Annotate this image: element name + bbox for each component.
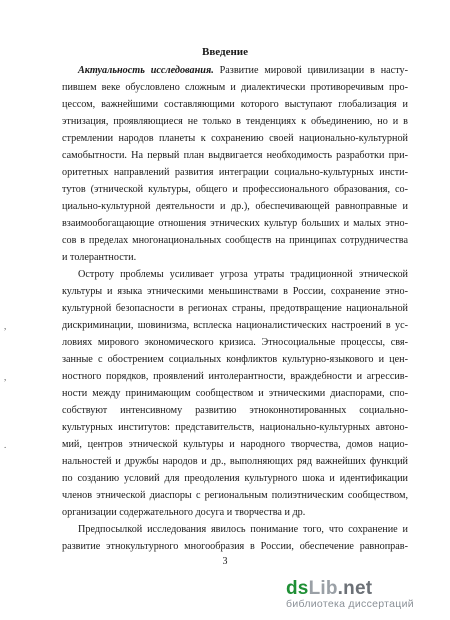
logo-ds: ds xyxy=(286,578,309,599)
margin-mark: , xyxy=(4,372,7,382)
paragraph2-line-3: культурной безопасности в регионах страны, предотвращение национальной xyxy=(62,303,408,314)
paragraph1-line-7: оритетных направлений развития интеграции социально-культурных инсти- xyxy=(62,167,408,178)
paragraph2-line-14: членов этнической диаспоры с региональным полиэтническим сообществом, xyxy=(62,490,408,501)
paragraph2-line-7: ностного порядков, проявлений интолерантности, враждебности и агрессив- xyxy=(62,371,408,382)
margin-mark: , xyxy=(4,321,7,331)
paragraph2-line-13: по созданию условий для преодоления культурного шока и идентификации xyxy=(62,473,408,484)
paragraph3-line-1: Предпосылкой исследования явилось понимание того, что сохранение и xyxy=(78,524,408,535)
paragraph2-line-12: нальностей и дружбы народов и др., выполняющих ряд важнейших функций xyxy=(62,456,408,467)
paragraph1-line-11: сов в пределах многонациональных сообществ на принципах сотрудничества xyxy=(62,235,408,246)
paragraph2-line-8: ности между принимающим сообществом и этническими диаспорами, спо- xyxy=(62,388,408,399)
paragraph3-line-2: развитие этнокультурного многообразия в России, обеспечение равноправ- xyxy=(62,541,408,552)
page-title: Введение xyxy=(201,46,249,58)
paragraph1-line-6: самобытности. На первый план выдвигается необходимость разработки при- xyxy=(62,150,408,161)
dslib-watermark xyxy=(286,578,436,610)
paragraph2-line-11: мий, центров этнической культуры и народного творчества, домов нацио- xyxy=(62,439,408,450)
dslib-logo xyxy=(286,578,436,600)
paragraph1-line-2: пившем веке обусловлено сложным и диалектически противоречивым про- xyxy=(62,82,408,93)
paragraph1-line-10: взаимообогащающие отношения этнических культур больших и малых этно- xyxy=(62,218,408,229)
paragraph2-line-5: ловиях мирового экономического кризиса. Этносоциальные процессы, свя- xyxy=(62,337,408,348)
paragraph2-line-2: культуры и языка этническими меньшинствами в России, сохранение этно- xyxy=(62,286,408,297)
paragraph1-line-8: тутов (этнической культуры, общего и профессионального образования, со- xyxy=(62,184,408,195)
paragraph1-line-3: цессом, важнейшими составляющими которого выступают глобализация и xyxy=(62,99,408,110)
paragraph1-line-1-text: Развитие мировой цивилизации в насту- xyxy=(213,65,408,76)
paragraph2-line-9: собствуют интенсивному развитию этноконнотированных социально- xyxy=(62,405,408,416)
paragraph1-line-12: и толерантности. xyxy=(62,252,137,263)
logo-lib: Lib xyxy=(308,578,338,599)
paragraph1-line-1 xyxy=(78,64,408,78)
paragraph2-line-4: дискриминации, шовинизма, всплеска националистических настроений в ус- xyxy=(62,320,408,331)
paragraph1-line-9: циально-культурной деятельности и др.), обеспечивающей равноправные и xyxy=(62,201,408,212)
paragraph1-line-5: стремлении народов планеты к сохранению своей национально-культурной xyxy=(62,133,408,144)
watermark-subtitle: библиотека диссертаций xyxy=(286,598,414,610)
paragraph1-line-4: этнизация, проявляющиеся не только в тенденциях к объединению, но и в xyxy=(62,116,408,127)
paragraph2-line-15: организации содержательного досуга и творчества и др. xyxy=(62,507,306,518)
logo-net: .net xyxy=(337,578,373,599)
margin-mark: . xyxy=(4,440,7,450)
page-number: 3 xyxy=(222,556,228,567)
paragraph2-line-10: культурных институтов: представительств, национально-культурных автоно- xyxy=(62,422,408,433)
paragraph2-line-1: Остроту проблемы усиливает угроза утраты традиционной этнической xyxy=(78,269,408,280)
paragraph2-line-6: занные с обострением социальных конфликтов культурно-языкового и цен- xyxy=(62,354,408,365)
paragraph1-lead: Актуальность исследования. xyxy=(78,65,214,76)
